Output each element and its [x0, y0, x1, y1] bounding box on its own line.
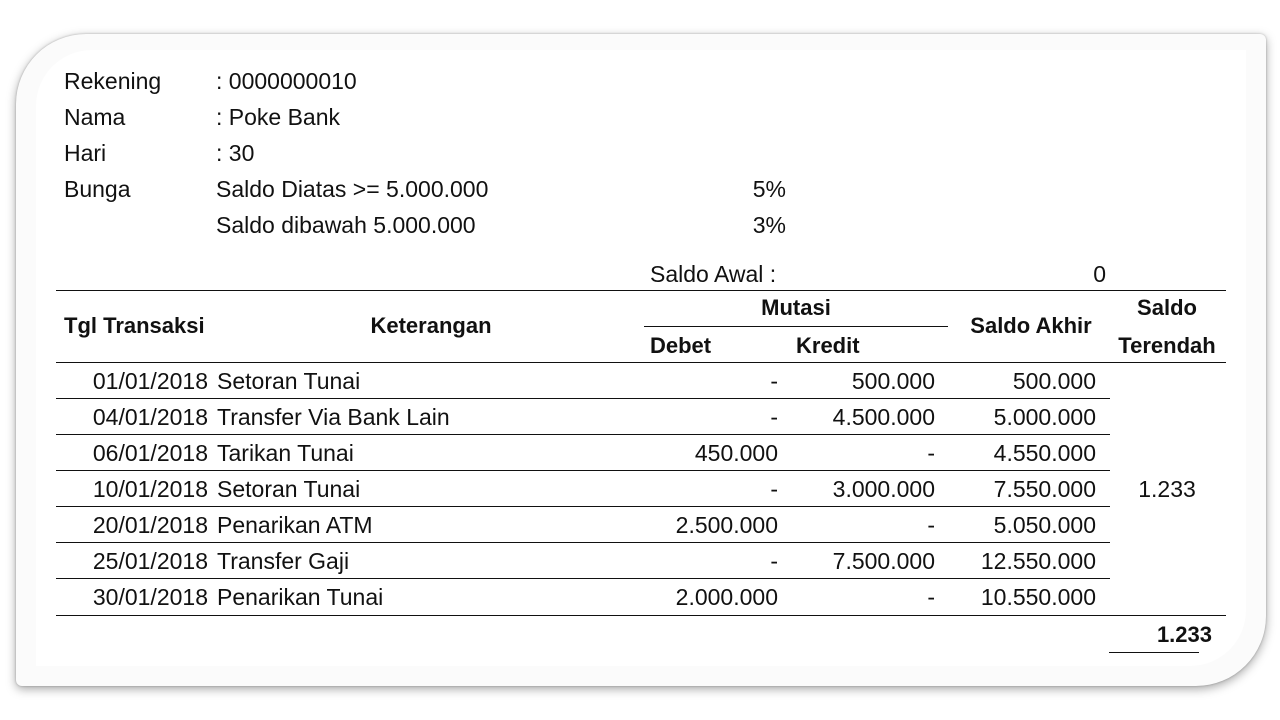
header-debet: Debet — [650, 333, 712, 358]
table-bottom-rule — [56, 615, 1226, 616]
row-5-keterangan: Penarikan ATM — [217, 512, 373, 538]
row-6-saldo: 12.550.000 — [980, 548, 1096, 574]
nama-value: : Poke Bank — [216, 104, 341, 130]
row-1-tgl: 01/01/2018 — [92, 368, 208, 394]
hari-value: : 30 — [216, 140, 255, 166]
bunga-label: Bunga — [64, 176, 131, 202]
total-underline — [1109, 652, 1199, 653]
row-2-kredit: 4.500.000 — [832, 404, 935, 430]
bunga-desc-2: Saldo dibawah 5.000.000 — [216, 212, 476, 238]
saldo-awal-value: 0 — [1093, 261, 1106, 287]
row-5-tgl: 20/01/2018 — [92, 512, 208, 538]
row-1-debet: - — [770, 368, 778, 394]
row-5-rule — [56, 542, 1110, 543]
rekening-label: Rekening — [64, 68, 162, 94]
row-7-saldo: 10.550.000 — [980, 584, 1096, 610]
bunga-rate-2: 3% — [752, 212, 786, 238]
total-saldo-terendah: 1.233 — [1156, 622, 1212, 647]
row-4-keterangan: Setoran Tunai — [217, 476, 361, 502]
row-3-debet: 450.000 — [694, 440, 778, 466]
row-5-debet: 2.500.000 — [675, 512, 778, 538]
table-top-rule — [56, 290, 1226, 291]
row-3-kredit: - — [927, 440, 935, 466]
row-4-tgl: 10/01/2018 — [92, 476, 208, 502]
row-3-rule — [56, 470, 1110, 471]
row-2-rule — [56, 434, 1110, 435]
row-6-tgl: 25/01/2018 — [92, 548, 208, 574]
row-6-keterangan: Transfer Gaji — [217, 548, 350, 574]
saldo-terendah-value: 1.233 — [1138, 476, 1196, 502]
saldo-awal-label: Saldo Awal : — [650, 261, 777, 287]
row-3-keterangan: Tarikan Tunai — [217, 440, 354, 466]
bunga-rate-1: 5% — [752, 176, 786, 202]
header-mutasi: Mutasi — [761, 295, 831, 320]
row-4-kredit: 3.000.000 — [832, 476, 935, 502]
row-7-tgl: 30/01/2018 — [92, 584, 208, 610]
row-4-debet: - — [770, 476, 778, 502]
row-7-keterangan: Penarikan Tunai — [217, 584, 384, 610]
row-4-saldo: 7.550.000 — [993, 476, 1096, 502]
header-bottom-rule — [56, 362, 1226, 363]
row-1-kredit: 500.000 — [851, 368, 935, 394]
row-1-saldo: 500.000 — [1012, 368, 1096, 394]
mutasi-underline — [644, 326, 948, 327]
row-3-saldo: 4.550.000 — [993, 440, 1096, 466]
header-kredit: Kredit — [796, 333, 860, 358]
row-2-saldo: 5.000.000 — [993, 404, 1096, 430]
row-2-debet: - — [770, 404, 778, 430]
nama-label: Nama — [64, 104, 126, 130]
row-2-tgl: 04/01/2018 — [92, 404, 208, 430]
row-6-kredit: 7.500.000 — [832, 548, 935, 574]
bunga-desc-1: Saldo Diatas >= 5.000.000 — [216, 176, 489, 202]
row-7-kredit: - — [927, 584, 935, 610]
header-tgl-transaksi: Tgl Transaksi — [64, 313, 205, 338]
hari-label: Hari — [64, 140, 107, 166]
row-1-rule — [56, 398, 1110, 399]
row-5-saldo: 5.050.000 — [993, 512, 1096, 538]
row-1-keterangan: Setoran Tunai — [217, 368, 361, 394]
rekening-value: : 0000000010 — [216, 68, 357, 94]
header-saldo-akhir: Saldo Akhir — [970, 313, 1092, 338]
row-6-rule — [56, 578, 1110, 579]
row-2-keterangan: Transfer Via Bank Lain — [217, 404, 450, 430]
header-saldo-terendah-line2: Terendah — [1118, 333, 1216, 358]
account-statement-sheet — [36, 50, 1246, 666]
header-saldo-terendah-line1: Saldo — [1137, 295, 1197, 320]
row-3-tgl: 06/01/2018 — [92, 440, 208, 466]
row-5-kredit: - — [927, 512, 935, 538]
row-4-rule — [56, 506, 1110, 507]
row-7-debet: 2.000.000 — [675, 584, 778, 610]
row-6-debet: - — [770, 548, 778, 574]
header-keterangan: Keterangan — [370, 313, 492, 338]
